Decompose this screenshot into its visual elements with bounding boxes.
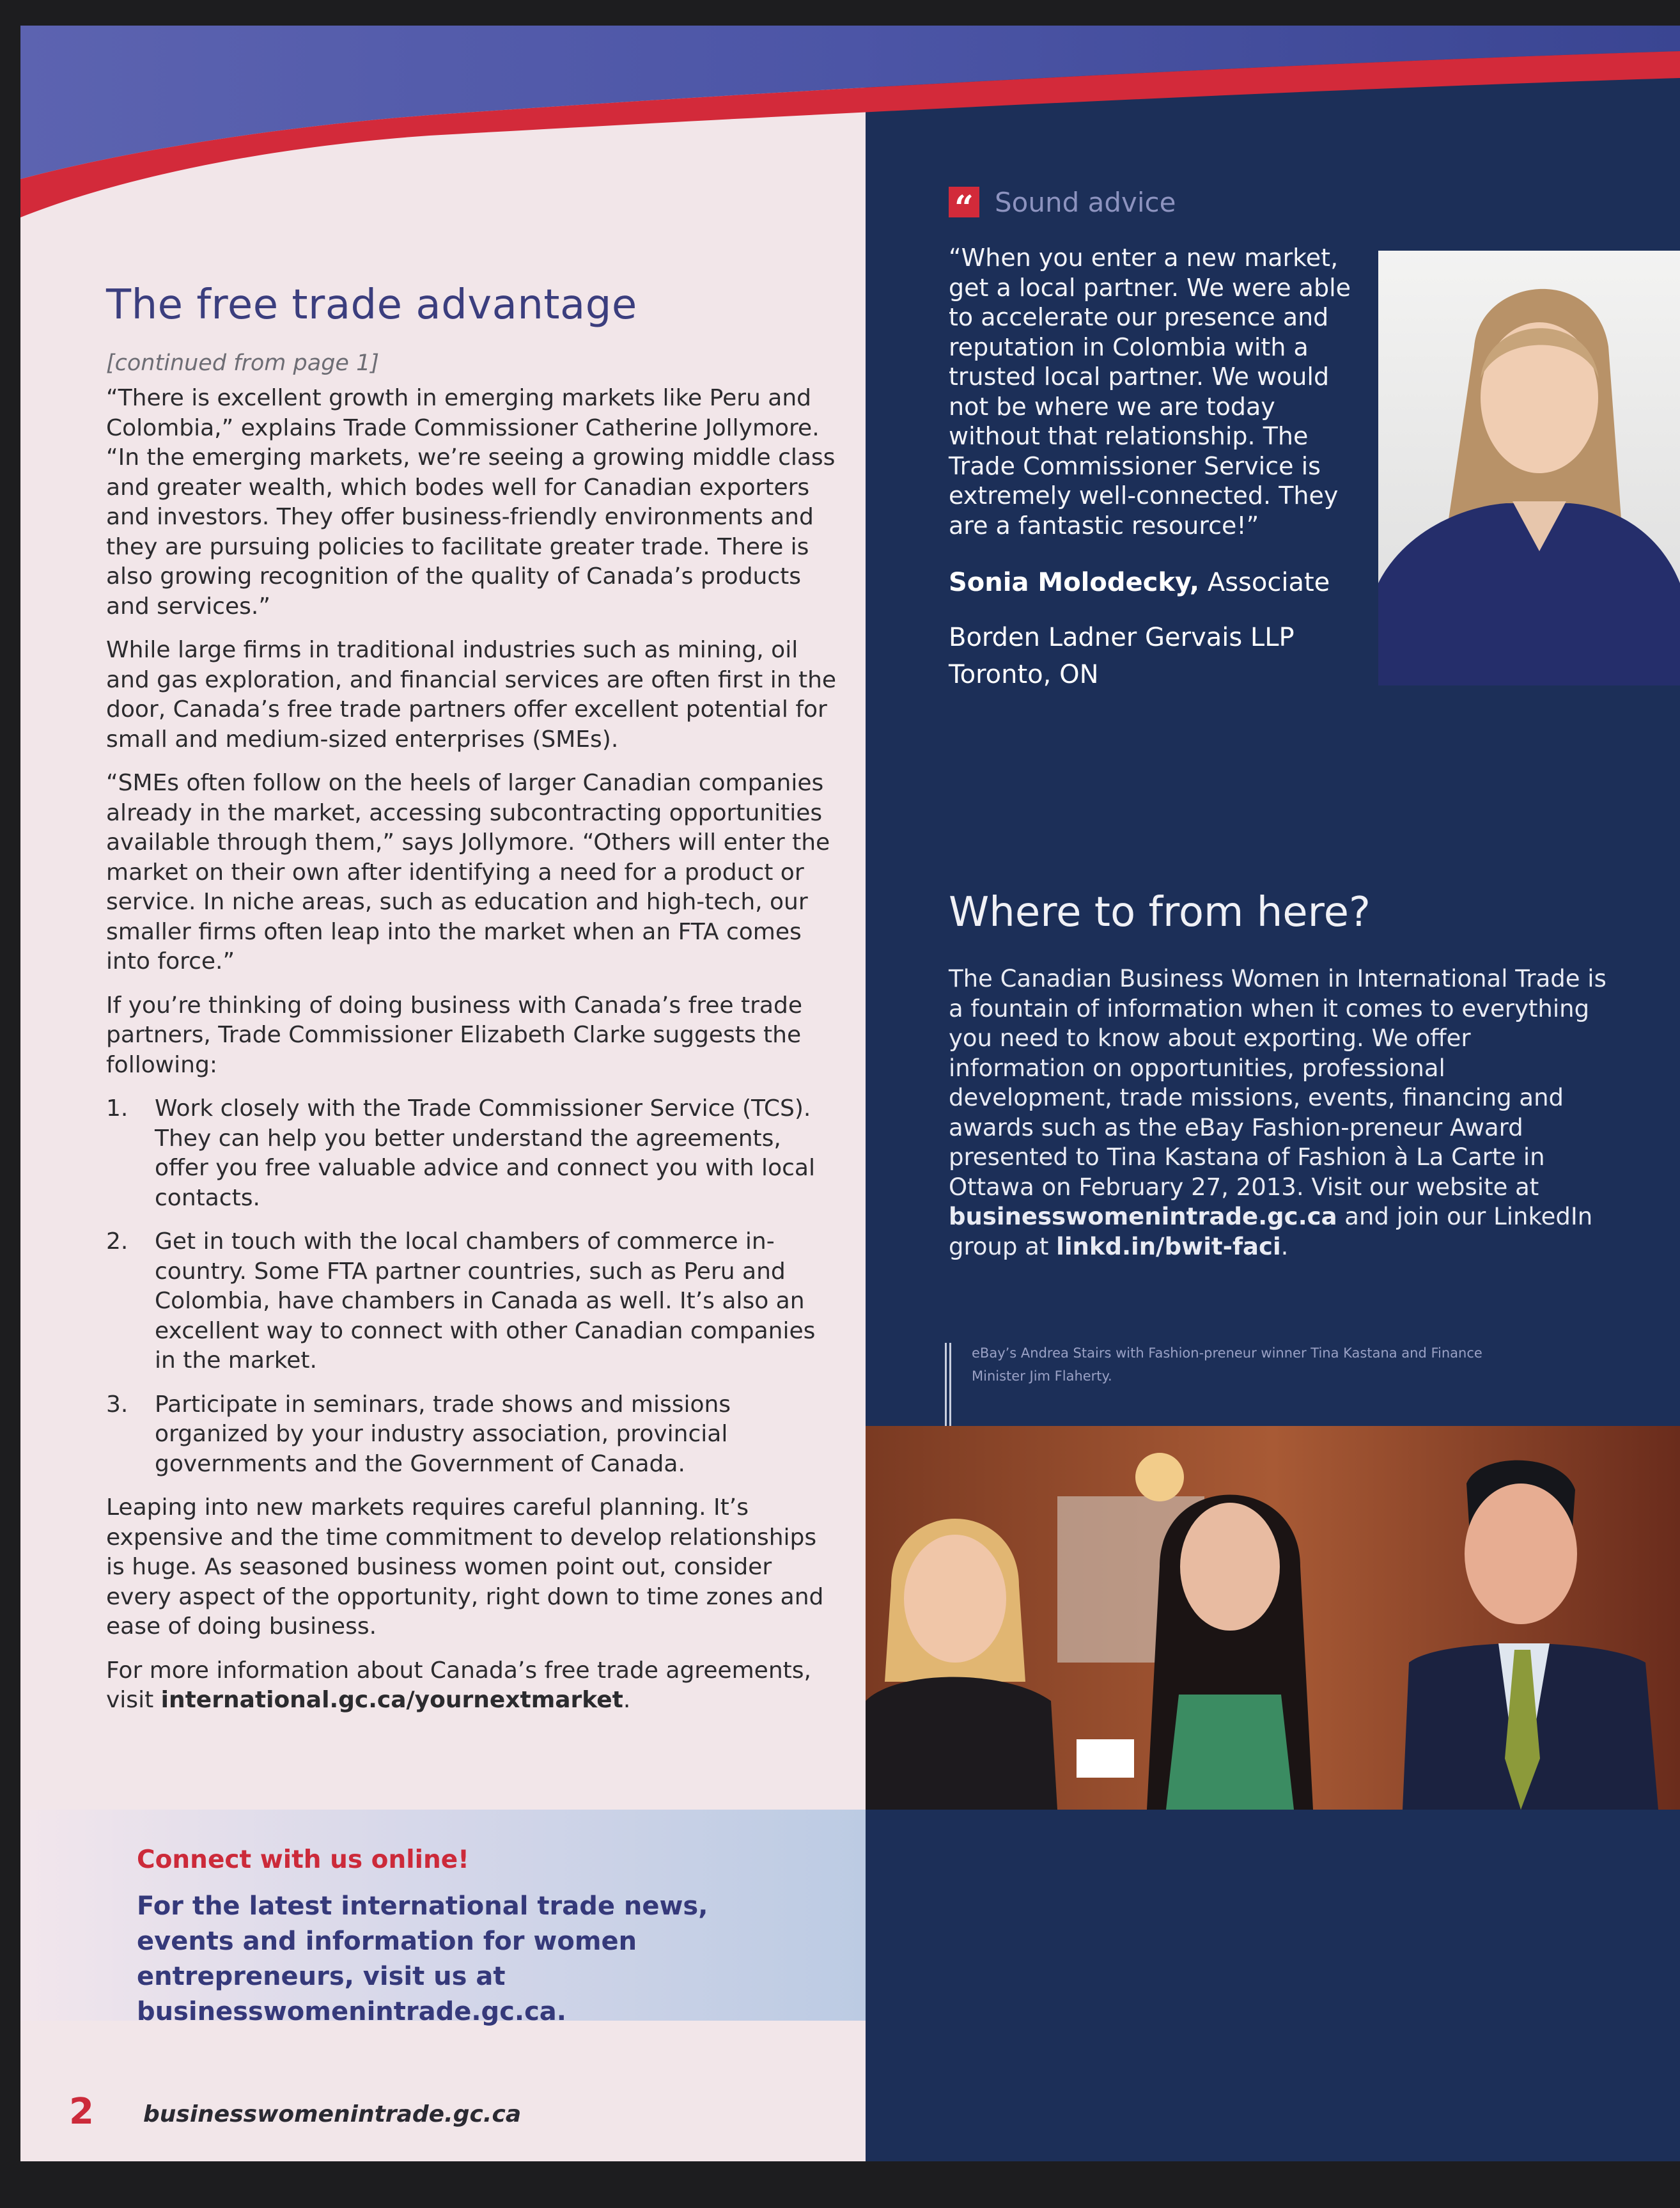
- magazine-page: [20, 26, 1680, 2161]
- where-body: The Canadian Business Women in International Trade is a fountain of information when it comes to everything you need to know about exporting. We offer information on opportunities, professional development, trade missions, events, financing and awards such as the eBay Fashion-preneur Award presented to Tina Kastana of Fashion à La Carte in Ottawa on February 27, 2013. Visit our website at: [949, 965, 1606, 1201]
- list-item-text: Work closely with the Trade Commissioner Service (TCS). They can help you better understand the agreements, offer you free valuable advice and connect you with local contacts.: [155, 1095, 815, 1211]
- caption-rule: [945, 1343, 951, 1439]
- connect-suffix: .: [556, 1997, 566, 2026]
- continued-note: [continued from page 1]: [106, 350, 379, 376]
- suggestions-list: [106, 1094, 841, 1479]
- quote-mark-icon: “: [949, 187, 979, 217]
- more-info-suffix: .: [623, 1687, 631, 1713]
- attribution-firm: Borden Ladner Gervais LLP: [949, 623, 1295, 652]
- article-paragraph: While large firms in traditional industries such as mining, oil and gas exploration, and financial services are often first in the door, Canada’s free trade partners offer excellent potential for small and medium-sized enterprises (SMEs).: [106, 637, 837, 753]
- article-column: [106, 281, 841, 1730]
- article-paragraph: “There is excellent growth in emerging markets like Peru and Colombia,” explains Trade Commissioner Catherine Jollymore. “In the emerging markets, we’re seeing a growing middle class and greater wealth, which bodes well for Canadian exporters and investors. They offer business-friendly environments and they are pursuing policies to facilitate greater trade. There is also growing recognition of the quality of Canada’s products and services.”: [106, 385, 836, 620]
- linkedin-link[interactable]: linkd.in/bwit-faci: [1056, 1232, 1281, 1260]
- list-number: 2.: [106, 1228, 128, 1255]
- connect-text: [137, 1889, 808, 2030]
- attribution-organization: [949, 619, 1396, 693]
- where-title: Where to from here?: [949, 889, 1371, 936]
- list-item: [106, 1390, 841, 1480]
- list-item: [106, 1227, 841, 1376]
- connect-link[interactable]: businesswomenintrade.gc.ca: [137, 1997, 557, 2026]
- testimonial-quote: “When you enter a new market, get a local partner. We were able to accelerate our presence and reputation in Colombia with a trusted local partner. We would not be where we are today without that relationship. The Trade Commissioner Service is extremely well-connected. They are a fantastic resource!”: [949, 244, 1351, 540]
- more-info-paragraph: [106, 1656, 841, 1716]
- article-title: The free trade advantage: [106, 281, 637, 329]
- article-paragraph: “SMEs often follow on the heels of larger Canadian companies already in the market, accessing subcontracting opportunities available through them,” says Jollymore. “Others will enter the market on their own after identifying a need for a product or service. In niche areas, such as education and high-tech, our smaller firms often leap into the market when an FTA comes into force.”: [106, 770, 830, 975]
- connect-online-box: [20, 1810, 866, 2026]
- attribution-role: Associate: [1199, 568, 1330, 597]
- closing-paragraph: Leaping into new markets requires careful planning. It’s expensive and the time commitment to develop relationships is huge. As seasoned business women point out, consider every aspect of the opportunity, right down to time zones and ease of doing business.: [106, 1494, 824, 1640]
- photo-caption: eBay’s Andrea Stairs with Fashion-preneur winner Tina Kastana and Finance Minister Jim Flaherty.: [972, 1345, 1482, 1384]
- connect-title: Connect with us online!: [137, 1845, 469, 1874]
- where-paragraph: [949, 964, 1607, 1262]
- portrait-photo: [1378, 251, 1680, 685]
- list-item-text: Participate in seminars, trade shows and missions organized by your industry association, provincial governments and the Government of Canada.: [155, 1391, 731, 1477]
- header-banner: [20, 26, 1680, 243]
- connect-body: For the latest international trade news, events and information for women entrepreneurs, visit us at: [137, 1891, 708, 1991]
- list-item: [106, 1094, 841, 1213]
- where-end: .: [1280, 1232, 1289, 1260]
- website-link[interactable]: businesswomenintrade.gc.ca: [949, 1203, 1337, 1230]
- article-paragraph: If you’re thinking of doing business with Canada’s free trade partners, Trade Commissioner Elizabeth Clarke suggests the following:: [106, 992, 802, 1078]
- more-info-link[interactable]: international.gc.ca/yournextmarket: [160, 1687, 623, 1713]
- where-mid: and join our LinkedIn group at: [949, 1203, 1593, 1260]
- list-number: 1.: [106, 1095, 128, 1122]
- quote-attribution: [949, 568, 1330, 597]
- attribution-city: Toronto, ON: [949, 660, 1099, 689]
- footer-url[interactable]: businesswomenintrade.gc.ca: [143, 2101, 522, 2127]
- more-info-text: For more information about Canada’s free trade agreements, visit: [106, 1657, 811, 1713]
- group-photo: [866, 1426, 1680, 1810]
- list-item-text: Get in touch with the local chambers of commerce in-country. Some FTA partner countries, such as Peru and Colombia, have chambers in Canada as well. It’s also an excellent way to connect with other Canadian companies in the market.: [155, 1228, 816, 1374]
- attribution-name: Sonia Molodecky,: [949, 568, 1200, 597]
- quote-heading: Sound advice: [995, 187, 1176, 218]
- list-number: 3.: [106, 1391, 128, 1418]
- page-number: 2: [69, 2091, 94, 2133]
